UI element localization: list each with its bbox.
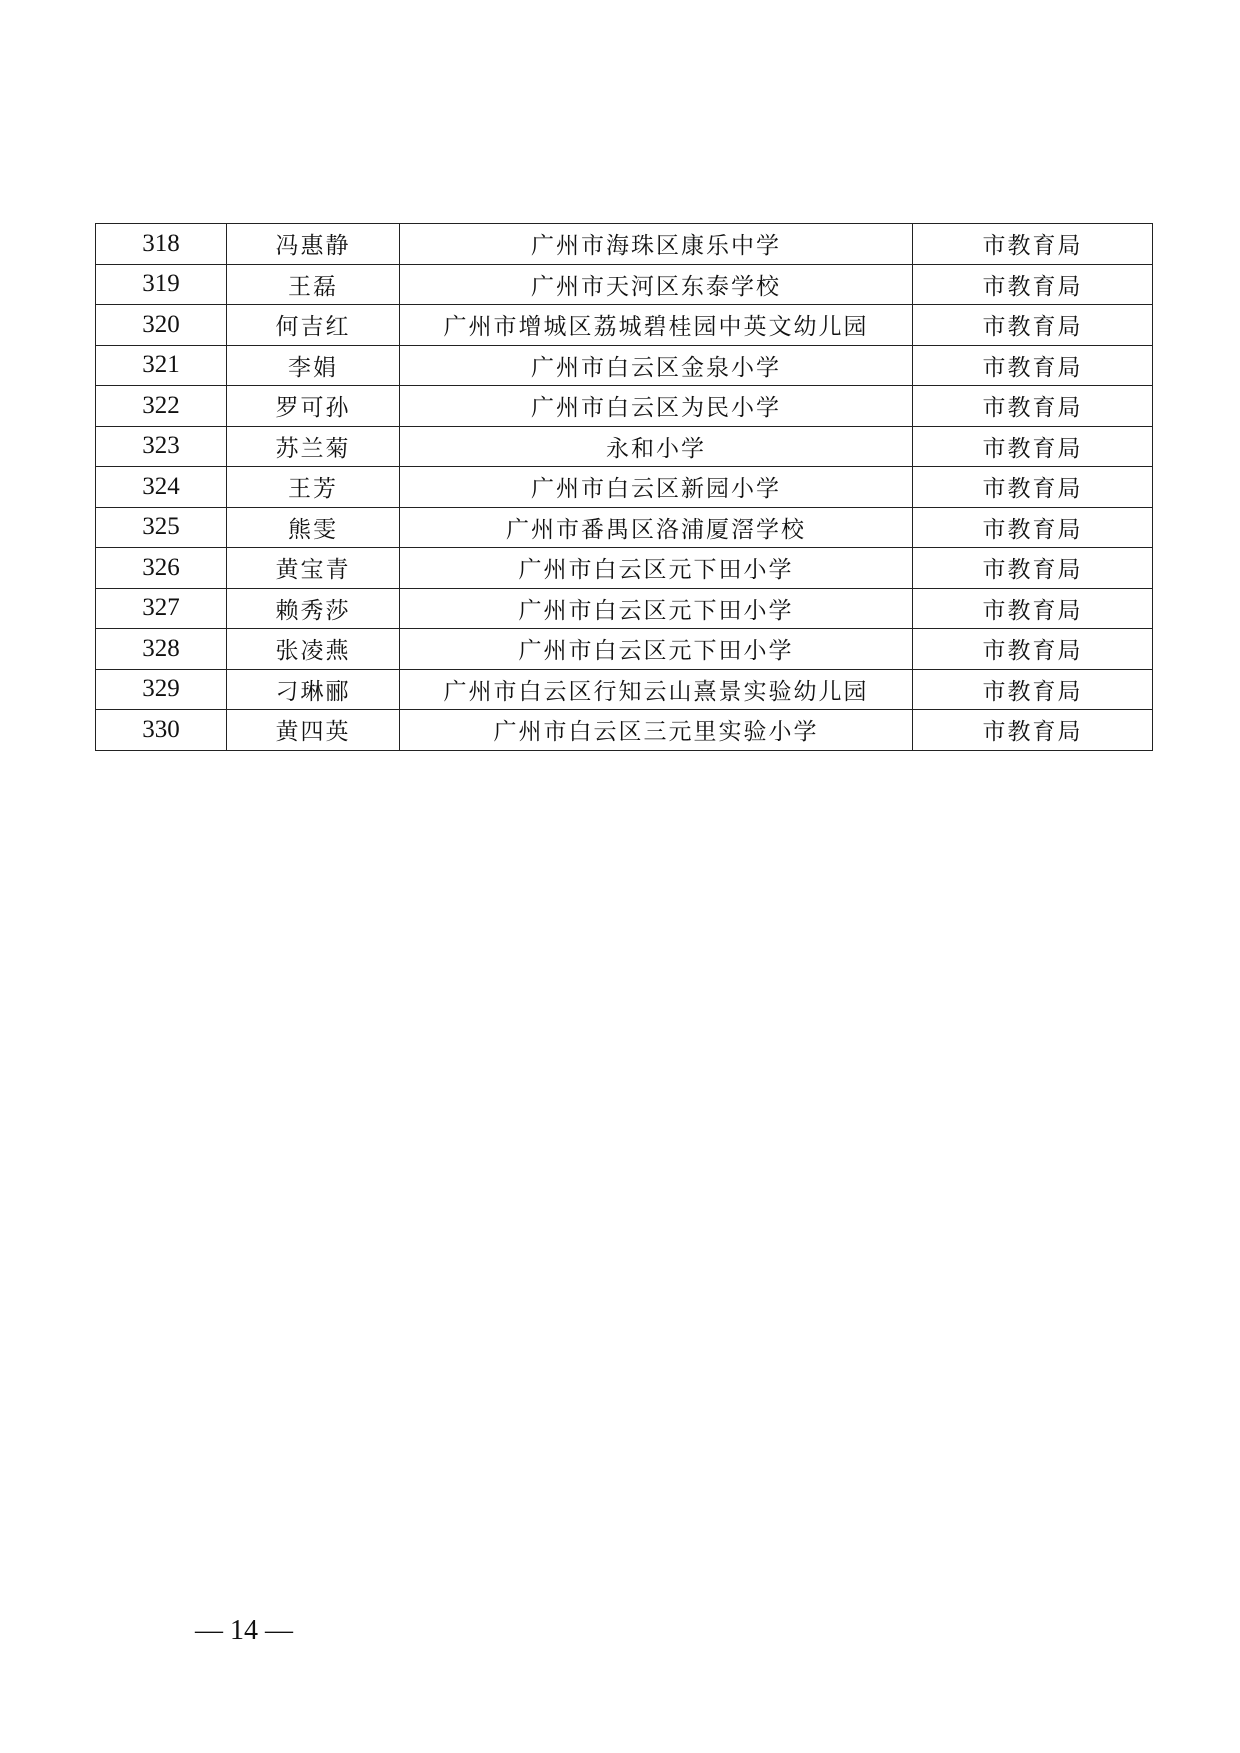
person-name: 赖秀莎	[227, 588, 400, 629]
person-name: 罗可孙	[227, 386, 400, 427]
department: 市教育局	[913, 588, 1153, 629]
person-name: 李娟	[227, 345, 400, 386]
school-name: 广州市白云区为民小学	[400, 386, 913, 427]
department: 市教育局	[913, 548, 1153, 589]
table-row	[96, 305, 1153, 346]
department: 市教育局	[913, 224, 1153, 265]
row-number: 318	[96, 224, 227, 265]
person-name: 王磊	[227, 264, 400, 305]
person-name: 刁琳郦	[227, 669, 400, 710]
table-row	[96, 426, 1153, 467]
row-number: 327	[96, 588, 227, 629]
table-row	[96, 345, 1153, 386]
row-number: 328	[96, 629, 227, 670]
row-number: 329	[96, 669, 227, 710]
row-number: 321	[96, 345, 227, 386]
department: 市教育局	[913, 386, 1153, 427]
department: 市教育局	[913, 629, 1153, 670]
row-number: 326	[96, 548, 227, 589]
table-row	[96, 264, 1153, 305]
person-name: 熊雯	[227, 507, 400, 548]
table-row	[96, 710, 1153, 751]
roster-table	[95, 223, 1153, 751]
row-number: 322	[96, 386, 227, 427]
school-name: 广州市天河区东泰学校	[400, 264, 913, 305]
school-name: 广州市白云区金泉小学	[400, 345, 913, 386]
table-row	[96, 669, 1153, 710]
table-row	[96, 467, 1153, 508]
department: 市教育局	[913, 507, 1153, 548]
person-name: 黄四英	[227, 710, 400, 751]
school-name: 广州市白云区新园小学	[400, 467, 913, 508]
person-name: 何吉红	[227, 305, 400, 346]
school-name: 永和小学	[400, 426, 913, 467]
school-name: 广州市番禺区洛浦厦滘学校	[400, 507, 913, 548]
row-number: 320	[96, 305, 227, 346]
department: 市教育局	[913, 710, 1153, 751]
person-name: 苏兰菊	[227, 426, 400, 467]
table-row	[96, 386, 1153, 427]
department: 市教育局	[913, 305, 1153, 346]
row-number: 325	[96, 507, 227, 548]
department: 市教育局	[913, 345, 1153, 386]
roster-table-body	[96, 224, 1153, 751]
page-number: — 14 —	[195, 1615, 293, 1646]
row-number: 323	[96, 426, 227, 467]
department: 市教育局	[913, 669, 1153, 710]
row-number: 319	[96, 264, 227, 305]
person-name: 王芳	[227, 467, 400, 508]
school-name: 广州市白云区元下田小学	[400, 629, 913, 670]
department: 市教育局	[913, 467, 1153, 508]
department: 市教育局	[913, 426, 1153, 467]
row-number: 330	[96, 710, 227, 751]
table-row	[96, 224, 1153, 265]
department: 市教育局	[913, 264, 1153, 305]
row-number: 324	[96, 467, 227, 508]
table-row	[96, 548, 1153, 589]
school-name: 广州市海珠区康乐中学	[400, 224, 913, 265]
school-name: 广州市白云区三元里实验小学	[400, 710, 913, 751]
person-name: 黄宝青	[227, 548, 400, 589]
school-name: 广州市白云区元下田小学	[400, 588, 913, 629]
person-name: 张凌燕	[227, 629, 400, 670]
school-name: 广州市增城区荔城碧桂园中英文幼儿园	[400, 305, 913, 346]
school-name: 广州市白云区元下田小学	[400, 548, 913, 589]
person-name: 冯惠静	[227, 224, 400, 265]
table-row	[96, 629, 1153, 670]
table-row	[96, 588, 1153, 629]
table-row	[96, 507, 1153, 548]
school-name: 广州市白云区行知云山熹景实验幼儿园	[400, 669, 913, 710]
